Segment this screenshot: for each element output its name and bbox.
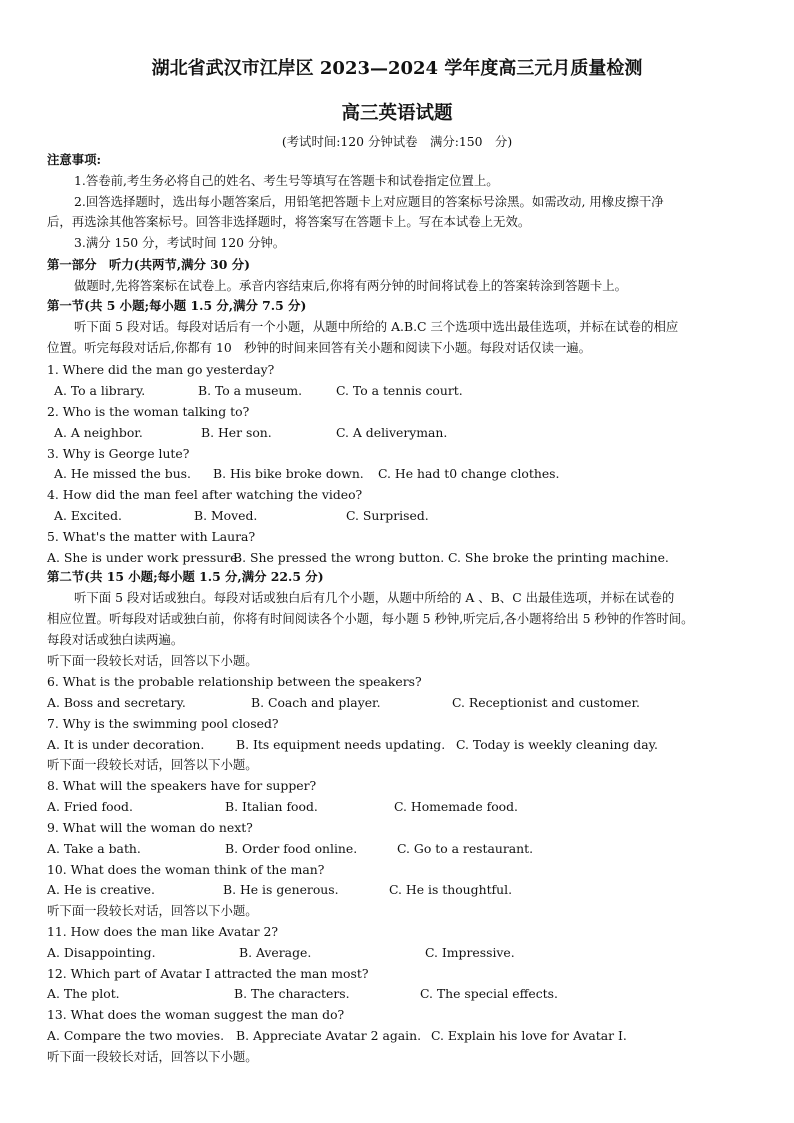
option-c: C. She broke the printing machine. (448, 550, 669, 565)
notice-item-1: 1.答卷前,考生务必将自己的姓名、考生号等填写在答题卡和试卷指定位置上。 (74, 173, 499, 188)
option-b: B. To a museum. (198, 383, 303, 398)
notice-item-2-line-1: 2.回答选择题时，选出每小题答案后，用铅笔把答题卡上对应题目的答案标号涂黑。如需改动, 用橡皮擦干净 (74, 194, 664, 209)
section1-intro-line-1: 听下面 5 段对话。每段对话后有一个小题，从题中所给的 A.B.C 三个选项中选出最佳选项，并标在试卷的相应 (74, 319, 679, 334)
option-a: A. Boss and secretary. (47, 695, 186, 710)
question-2: 2. Who is the woman talking to? (47, 404, 250, 419)
option-a: A. Take a bath. (47, 841, 141, 856)
listen-note: 听下面一段较长对话，回答以下小题。 (47, 757, 258, 772)
option-a: A. She is under work pressure. (47, 550, 242, 565)
notice-item-3: 3.满分 150 分，考试时间 120 分钟。 (74, 235, 286, 250)
listen-note: 听下面一段较长对话，回答以下小题。 (47, 653, 258, 668)
option-a: A. He is creative. (47, 882, 155, 897)
option-b: B. Her son. (201, 425, 272, 440)
question-1: 1. Where did the man go yesterday? (47, 362, 275, 377)
option-c: C. He had t0 change clothes. (378, 466, 560, 481)
option-c: C. Homemade food. (394, 799, 518, 814)
option-c: C. Explain his love for Avatar I. (431, 1028, 627, 1043)
option-a: A. Compare the two movies. (47, 1028, 225, 1043)
option-b: B. Moved. (194, 508, 258, 523)
option-a: A. Disappointing. (47, 945, 156, 960)
question-8: 8. What will the speakers have for supper? (47, 778, 317, 793)
option-c: C. Go to a restaurant. (397, 841, 534, 856)
option-b: B. He is generous. (223, 882, 339, 897)
option-a: A. Excited. (54, 508, 122, 523)
exam-time-note: (考试时间:120 分钟试卷 满分:150 分) (281, 134, 513, 149)
section2-intro-line-2: 相应位置。听每段对话或独白前，你将有时间阅读各个小题，每小题 5 秒钟,听完后,各小题将给出 5 秒钟的作答时间。 (47, 611, 694, 626)
option-b: B. Its equipment needs updating. (236, 737, 446, 752)
notice-item-2-line-2: 后，再选涂其他答案标号。回答非选择题时，将答案写在答题卡上。写在本试卷上无效。 (47, 214, 531, 229)
option-a: A. The plot. (47, 986, 120, 1001)
option-b: B. Coach and player. (251, 695, 381, 710)
option-c: C. A deliveryman. (336, 425, 448, 440)
option-c: C. He is thoughtful. (389, 882, 513, 897)
section2-intro-line-1: 听下面 5 段对话或独白。每段对话或独白后有几个小题，从题中所给的 A 、B、C 出最佳选项，并标在试卷的 (74, 590, 675, 605)
question-4: 4. How did the man feel after watching the video? (47, 487, 363, 502)
exam-title: 湖北省武汉市江岸区 2023—2024 学年度高三元月质量检测 (151, 58, 643, 79)
option-b: B. Order food online. (225, 841, 358, 856)
option-c: C. Today is weekly cleaning day. (456, 737, 658, 752)
section2-heading: 第二节(共 15 小题;每小题 1.5 分,满分 22.5 分) (47, 569, 324, 584)
option-c: C. The special effects. (420, 986, 558, 1001)
option-c: C. Impressive. (425, 945, 515, 960)
option-a: A. A neighbor. (54, 425, 143, 440)
question-7: 7. Why is the swimming pool closed? (47, 716, 279, 731)
option-b: B. Average. (239, 945, 312, 960)
question-3: 3. Why is George lute? (47, 446, 190, 461)
option-b: B. Italian food. (225, 799, 318, 814)
option-a: A. He missed the bus. (54, 466, 191, 481)
question-10: 10. What does the woman think of the man? (47, 862, 325, 877)
question-11: 11. How does the man like Avatar 2? (47, 924, 279, 939)
section1-intro-line-2: 位置。听完每段对话后,你都有 10 秒钟的时间来回答有关小题和阅读下小题。每段对话仅读一遍。 (47, 340, 592, 355)
option-b: B. She pressed the wrong button. (233, 550, 445, 565)
option-b: B. Appreciate Avatar 2 again. (236, 1028, 422, 1043)
question-9: 9. What will the woman do next? (47, 820, 253, 835)
option-b: B. The characters. (234, 986, 350, 1001)
question-6: 6. What is the probable relationship between the speakers? (47, 674, 422, 689)
option-a: A. It is under decoration. (47, 737, 205, 752)
part1-intro: 做题时,先将答案标在试卷上。承音内容结束后,你将有两分钟的时间将试卷上的答案转涂到答题卡上。 (74, 278, 628, 293)
section1-heading: 第一节(共 5 小题;每小题 1.5 分,满分 7.5 分) (47, 298, 307, 313)
question-5: 5. What's the matter with Laura? (47, 529, 256, 544)
option-a: A. To a library. (54, 383, 146, 398)
question-12: 12. Which part of Avatar I attracted the man most? (47, 966, 369, 981)
option-c: C. Surprised. (346, 508, 429, 523)
option-b: B. His bike broke down. (213, 466, 364, 481)
section2-intro-line-3: 每段对话或独白读两遍。 (47, 632, 184, 647)
option-c: C. To a tennis court. (336, 383, 463, 398)
option-c: C. Receptionist and customer. (452, 695, 640, 710)
question-13: 13. What does the woman suggest the man do? (47, 1007, 345, 1022)
listen-note: 听下面一段较长对话，回答以下小题。 (47, 1049, 258, 1064)
listen-note: 听下面一段较长对话，回答以下小题。 (47, 903, 258, 918)
exam-subtitle: 高三英语试题 (341, 103, 453, 124)
notice-heading: 注意事项: (47, 152, 102, 167)
part1-heading: 第一部分 听力(共两节,满分 30 分) (47, 257, 250, 272)
option-a: A. Fried food. (47, 799, 133, 814)
